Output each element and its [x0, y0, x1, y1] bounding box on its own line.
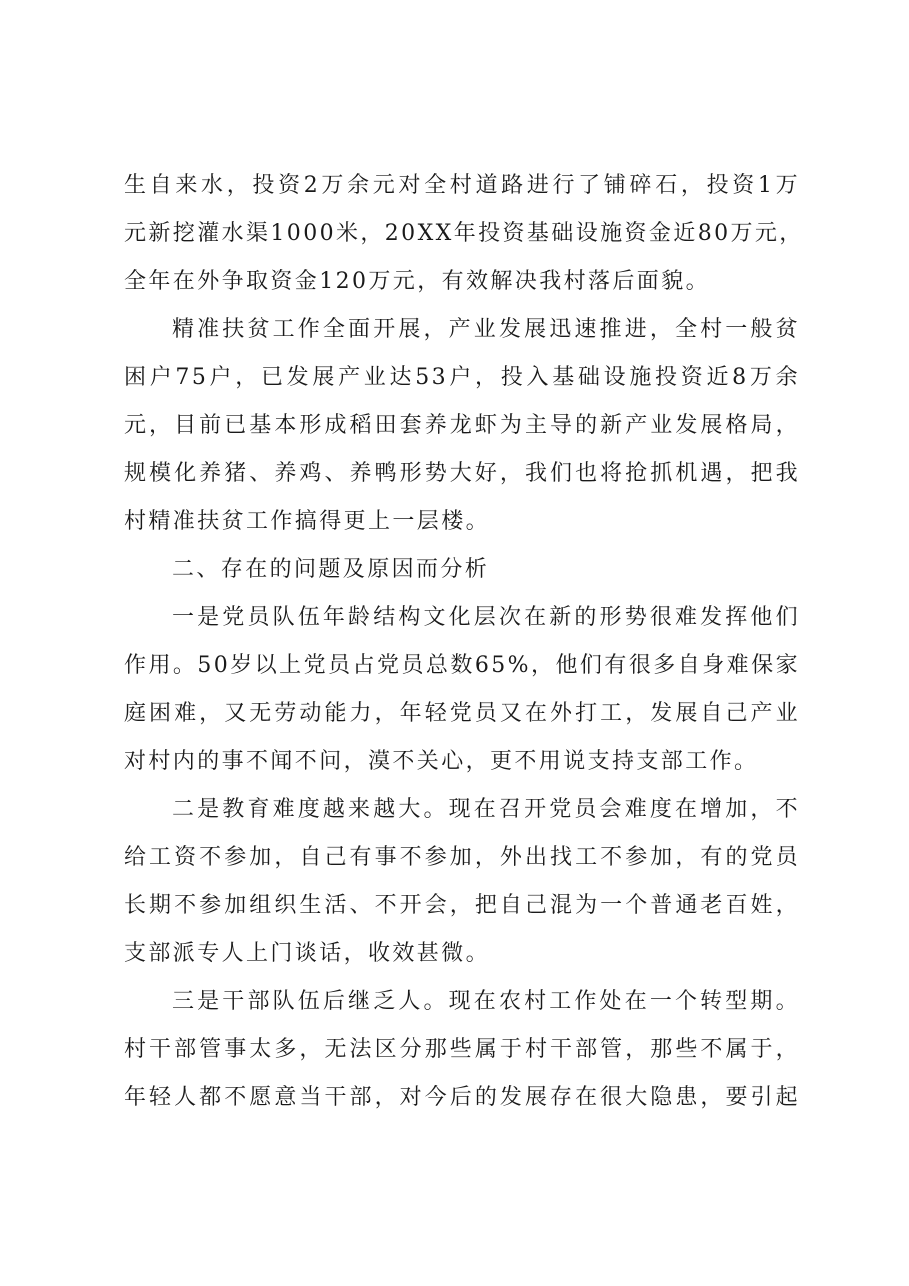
paragraph-line: 庭困难，又无劳动能力，年轻党员又在外打工，发展自己产业 — [124, 701, 800, 726]
paragraph-line: 支部派专人上门谈话，收效甚微。 — [124, 941, 491, 966]
paragraph-line: 对村内的事不闻不问，漠不关心，更不用说支持支部工作。 — [124, 749, 759, 774]
paragraph-line: 长期不参加组织生活、不开会，把自己混为一个普通老百姓， — [124, 893, 800, 918]
paragraph-line: 一是党员队伍年龄结构文化层次在新的形势很难发挥他们 — [172, 605, 800, 630]
paragraph-line: 给工资不参加，自己有事不参加，外出找工不参加，有的党员 — [124, 845, 800, 870]
paragraph-line: 二是教育难度越来越大。现在召开党员会难度在增加，不 — [172, 797, 800, 822]
paragraph-line: 作用。50岁以上党员占党员总数65%，他们有很多自身难保家 — [124, 653, 800, 678]
paragraph-line: 生自来水，投资2万余元对全村道路进行了铺碎石，投资1万 — [124, 173, 800, 198]
paragraph-line: 村干部管事太多，无法区分那些属于村干部管，那些不属于， — [124, 1037, 800, 1062]
paragraph-line: 全年在外争取资金120万元，有效解决我村落后面貌。 — [124, 269, 710, 294]
paragraph-line: 元新挖灌水渠1000米，20XX年投资基础设施资金近80万元， — [124, 221, 804, 246]
paragraph-line: 元，目前已基本形成稻田套养龙虾为主导的新产业发展格局， — [124, 413, 800, 438]
document-body — [124, 162, 804, 1122]
paragraph-line: 年轻人都不愿意当干部，对今后的发展存在很大隐患，要引起 — [124, 1085, 800, 1110]
paragraph-line: 精准扶贫工作全面开展，产业发展迅速推进，全村一般贫 — [172, 317, 800, 342]
paragraph-line: 困户75户，已发展产业达53户，投入基础设施投资近8万余 — [124, 365, 800, 390]
paragraph-line: 村精准扶贫工作搞得更上一层楼。 — [124, 509, 491, 534]
section-heading: 二、存在的问题及原因而分析 — [172, 557, 490, 582]
paragraph-line: 规模化养猪、养鸡、养鸭形势大好，我们也将抢抓机遇，把我 — [124, 461, 800, 486]
paragraph-line: 三是干部队伍后继乏人。现在农村工作处在一个转型期。 — [172, 989, 800, 1014]
